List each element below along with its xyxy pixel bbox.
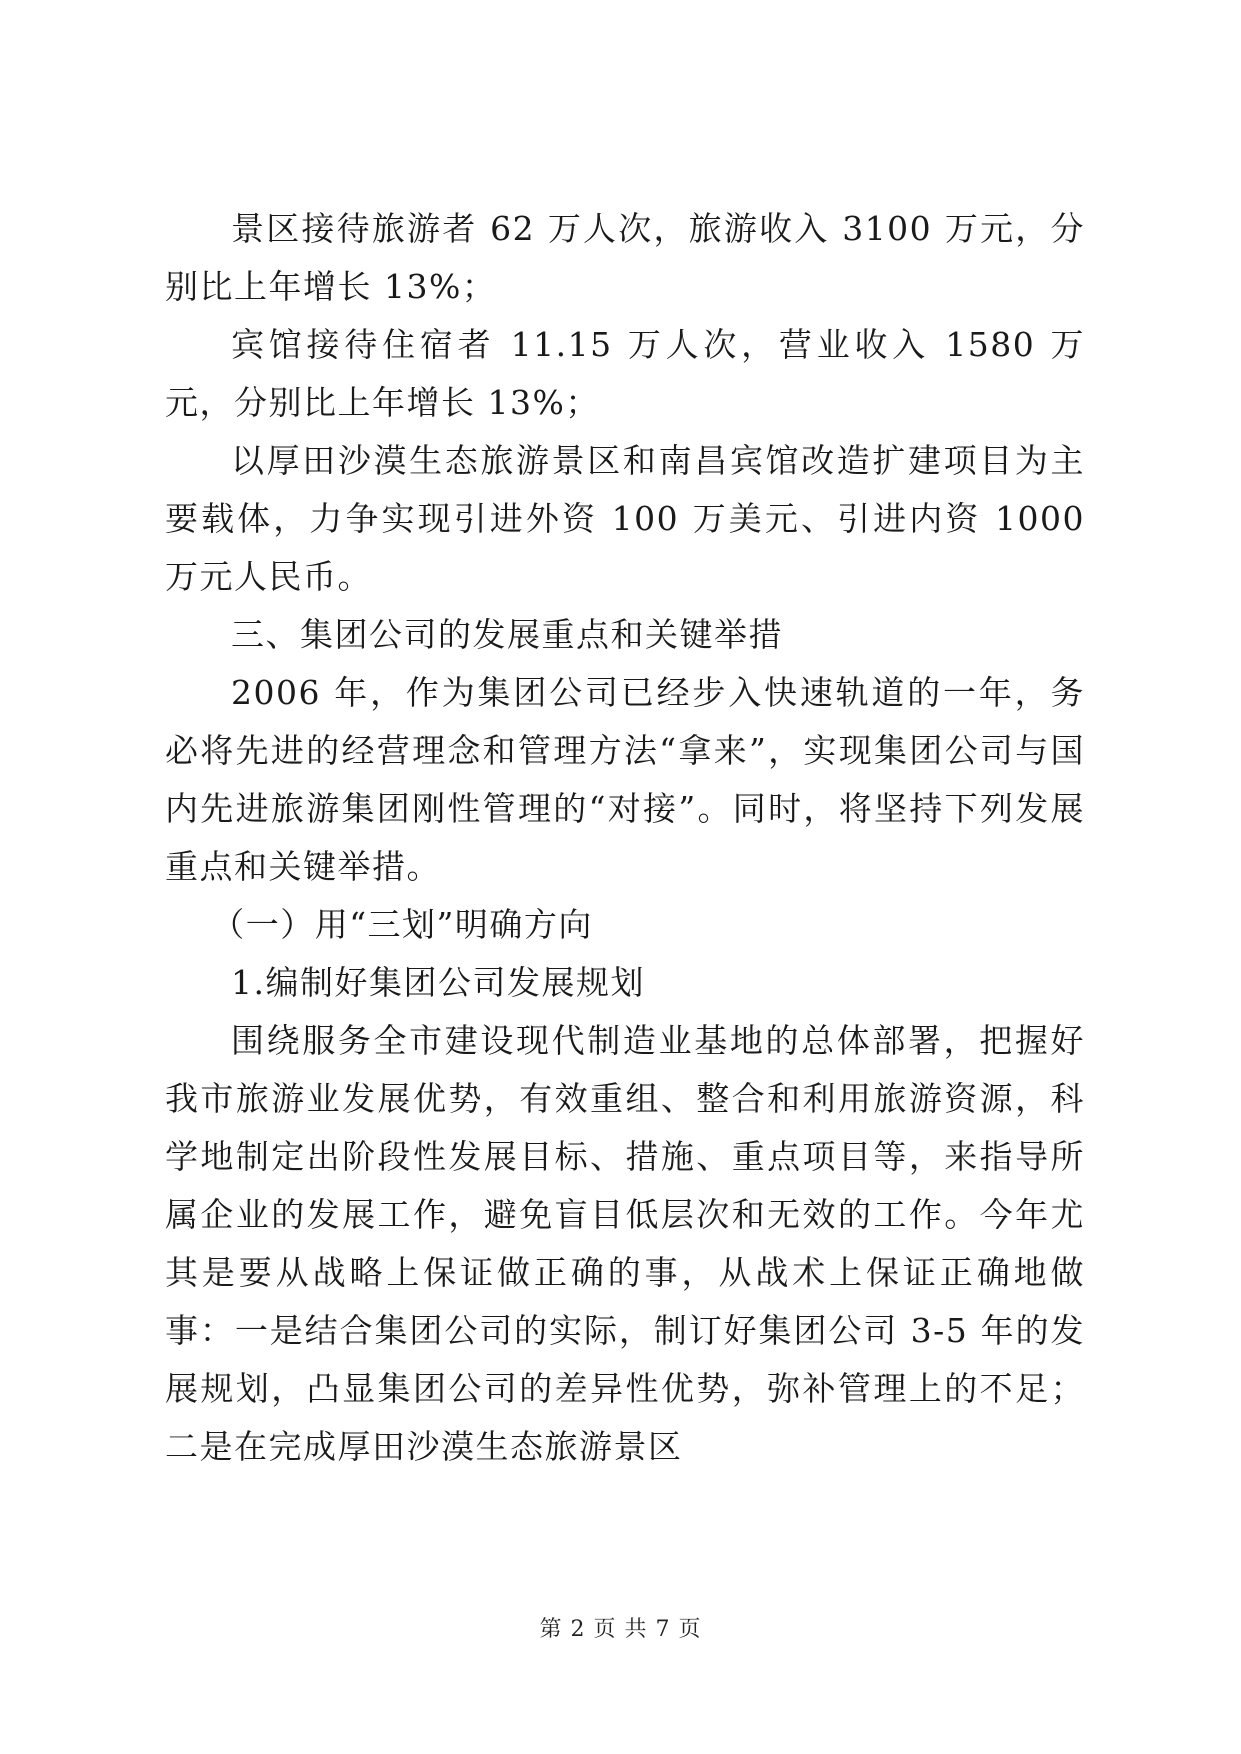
paragraph-scenic-stats: 景区接待旅游者 62 万人次，旅游收入 3100 万元，分别比上年增长 13%； (165, 209, 1085, 306)
item-heading-1: 1.编制好集团公司发展规划 (231, 963, 645, 1002)
paragraph-2006-overview: 2006 年，作为集团公司已经步入快速轨道的一年，务必将先进的经营理念和管理方法“拿来”，实现集团公司与国内先进旅游集团刚性管理的“对接”。同时，将坚持下列发展重点和关键举措。 (165, 673, 1085, 886)
section-heading-3: 三、集团公司的发展重点和关键举措 (231, 615, 783, 654)
paragraph-hotel-stats: 宾馆接待住宿者 11.15 万人次，营业收入 1580 万元，分别比上年增长 13%； (165, 325, 1085, 422)
page-footer: 第 2 页 共 7 页 (539, 1617, 702, 1642)
subsection-heading-1: （一）用“三划”明确方向 (211, 905, 593, 944)
paragraph-planning-detail: 围绕服务全市建设现代制造业基地的总体部署，把握好我市旅游业发展优势，有效重组、整合和利用旅游资源，科学地制定出阶段性发展目标、措施、重点项目等，来指导所属企业的发展工作，避免盲目低层次和无效的工作。今年尤其是要从战略上保证做正确的事，从战术上保证正确地做事：一是结合集团公司的实际，制订好集团公司 3-5 年的发展规划，凸显集团公司的差异性优势，弥补管理上的不足；二是在完成厚田沙漠生态旅游景区 (165, 1021, 1085, 1466)
paragraph-investment-target: 以厚田沙漠生态旅游景区和南昌宾馆改造扩建项目为主要载体，力争实现引进外资 100 万美元、引进内资 1000 万元人民币。 (165, 441, 1085, 596)
document-body (165, 200, 1085, 1476)
